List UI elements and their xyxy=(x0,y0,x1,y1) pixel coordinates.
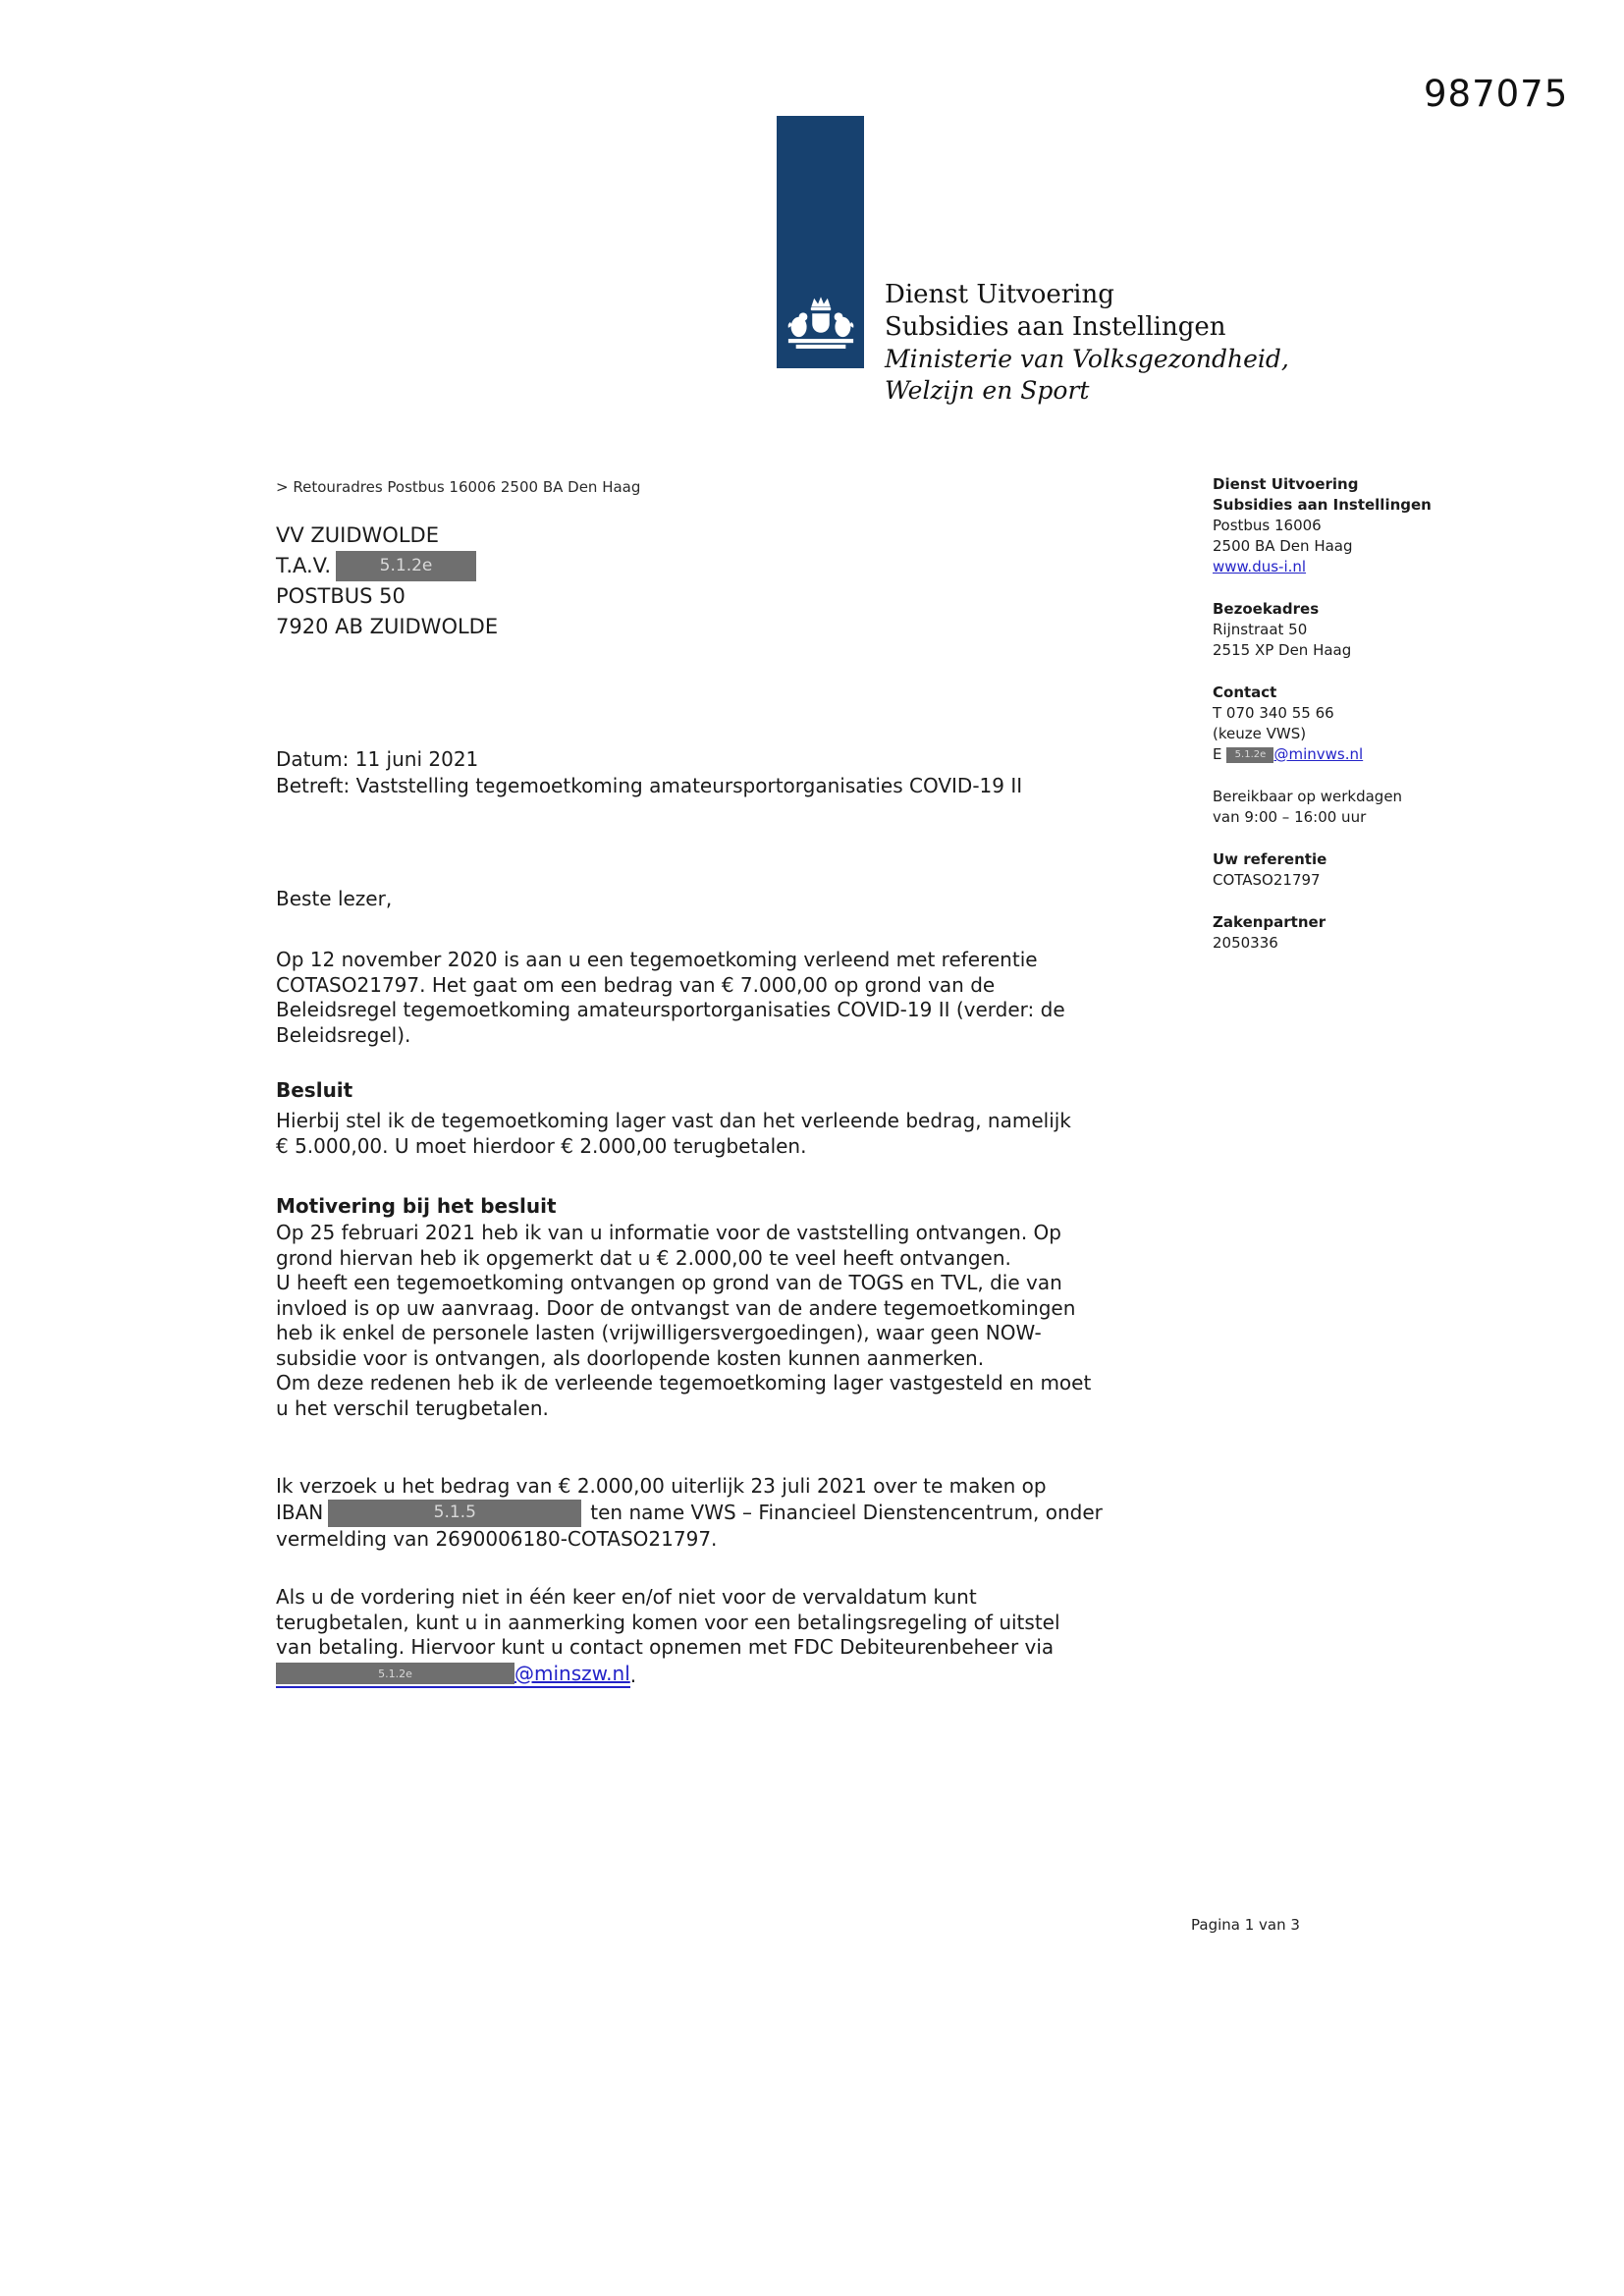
paragraph-payment xyxy=(276,1474,1103,1552)
contact-phone: T 070 340 55 66 (keuze VWS) xyxy=(1213,704,1334,742)
recipient-address-block xyxy=(276,520,498,642)
logo-ministry-line: Welzijn en Sport xyxy=(885,376,1090,405)
page-indicator: Pagina 1 van 3 xyxy=(1191,1916,1300,1934)
document-number: 987075 xyxy=(1424,73,1569,115)
email-prefix: E xyxy=(1213,745,1222,763)
logo-org-line: Subsidies aan Instellingen xyxy=(885,312,1226,342)
redaction-bar-fdc-email: 5.1.2e xyxy=(276,1663,514,1684)
redaction-bar-attn: 5.1.2e xyxy=(336,551,476,581)
logo-ministry-line: Ministerie van Volksgezondheid, xyxy=(885,345,1289,373)
closing-text: Als u de vordering niet in één keer en/of niet voor de vervaldatum kunt terugbetalen, kunt u in aanmerking komen voor een betalingsregeling of uitstel van betaling. Hiervoor kunt u contact opnemen met FDC Debiteurenbeheer via xyxy=(276,1585,1060,1659)
fdc-email-link-wrap xyxy=(276,1662,630,1689)
subject-line: Betreft: Vaststelling tegemoetkoming amateursportorganisaties COVID-19 II xyxy=(276,774,1023,797)
contact-label: Contact xyxy=(1213,683,1277,701)
date-line: Datum: 11 juni 2021 xyxy=(276,747,479,771)
salutation: Beste lezer, xyxy=(276,887,393,910)
logo-blue-banner xyxy=(777,116,864,368)
sidebar-reference-group xyxy=(1213,849,1468,891)
sidebar-contact-group xyxy=(1213,683,1468,765)
availability-text: Bereikbaar op werkdagen van 9:00 – 16:00 uur xyxy=(1213,788,1403,826)
heading-motivering: Motivering bij het besluit xyxy=(276,1194,557,1218)
coat-of-arms-icon xyxy=(785,294,857,355)
recipient-city: 7920 AB ZUIDWOLDE xyxy=(276,615,499,638)
bezoekadres-label: Bezoekadres xyxy=(1213,600,1320,618)
paragraph-motivering: Op 25 februari 2021 heb ik van u informatie voor de vaststelling ontvangen. Op grond hiervan heb ik opgemerkt dat u € 2.000,00 te veel heeft ontvangen. U heeft een tegemoetkoming ontvangen op grond van de TOGS en TVL, die van invloed is op uw aanvraag. Door de ontvangst van de andere tegemoetkomingen heb ik enkel de personele lasten (vrijwilligersvergoedingen), waar geen NOW- subsidie voor is ontvangen, als doorlopende kosten kunnen aanmerken. Om deze redenen heb ik de verleende tegemoetkoming lager vastgesteld en moet u het verschil terugbetalen. xyxy=(276,1221,1092,1420)
website-link[interactable]: www.dus-i.nl xyxy=(1213,558,1307,575)
paragraph-intro: Op 12 november 2020 is aan u een tegemoetkoming verleend met referentie COTASO21797. Het gaat om een bedrag van € 7.000,00 op grond van de Beleidsregel tegemoetkoming amateursportorganisaties COVID-19 II (verder: de Beleidsregel). xyxy=(276,948,1065,1047)
return-address-line: > Retouradres Postbus 16006 2500 BA Den Haag xyxy=(276,478,641,496)
sidebar-org-group xyxy=(1213,474,1468,577)
sidebar-partner-group xyxy=(1213,912,1468,954)
sidebar-org-name: Dienst Uitvoering Subsidies aan Instellingen xyxy=(1213,475,1432,514)
payment-iban-line xyxy=(276,1500,1103,1527)
paragraph-besluit: Hierbij stel ik de tegemoetkoming lager vast dan het verleende bedrag, namelijk € 5.000,00. U moet hierdoor € 2.000,00 terugbetalen. xyxy=(276,1109,1071,1158)
contact-email-line xyxy=(1213,744,1468,765)
closing-email-line xyxy=(276,1662,1060,1689)
recipient-postbus: POSTBUS 50 xyxy=(276,584,406,608)
attn-prefix: T.A.V. xyxy=(276,554,332,577)
logo-text-block xyxy=(885,279,1289,407)
heading-besluit: Besluit xyxy=(276,1078,353,1102)
redaction-bar-email: 5.1.2e xyxy=(1226,747,1273,763)
payment-line: Ik verzoek u het bedrag van € 2.000,00 uiterlijk 23 juli 2021 over te maken op xyxy=(276,1474,1047,1498)
reference-value: COTASO21797 xyxy=(1213,871,1321,889)
payment-line-rest: ten name VWS – Financieel Dienstencentrum, onder xyxy=(590,1500,1103,1524)
recipient-org: VV ZUIDWOLDE xyxy=(276,523,439,547)
reference-label: Uw referentie xyxy=(1213,850,1327,868)
sidebar-postal-address: Postbus 16006 2500 BA Den Haag xyxy=(1213,517,1353,555)
letter-meta-block xyxy=(276,746,1022,799)
partner-value: 2050336 xyxy=(1213,934,1278,952)
sidebar xyxy=(1213,474,1468,975)
fdc-email-link[interactable]: @minszw.nl xyxy=(514,1661,630,1685)
closing-period: . xyxy=(629,1663,637,1687)
bezoekadres-address: Rijnstraat 50 2515 XP Den Haag xyxy=(1213,621,1352,659)
sidebar-visit-group xyxy=(1213,599,1468,661)
payment-line: vermelding van 2690006180-COTASO21797. xyxy=(276,1526,718,1551)
contact-email-link[interactable]: @minvws.nl xyxy=(1273,745,1364,763)
partner-label: Zakenpartner xyxy=(1213,913,1326,931)
paragraph-closing xyxy=(276,1585,1060,1688)
recipient-attn-line xyxy=(276,551,498,581)
logo-org-line: Dienst Uitvoering xyxy=(885,280,1114,309)
sidebar-availability-group xyxy=(1213,787,1468,828)
redaction-bar-iban: 5.1.5 xyxy=(328,1500,581,1527)
iban-prefix: IBAN xyxy=(276,1500,324,1524)
